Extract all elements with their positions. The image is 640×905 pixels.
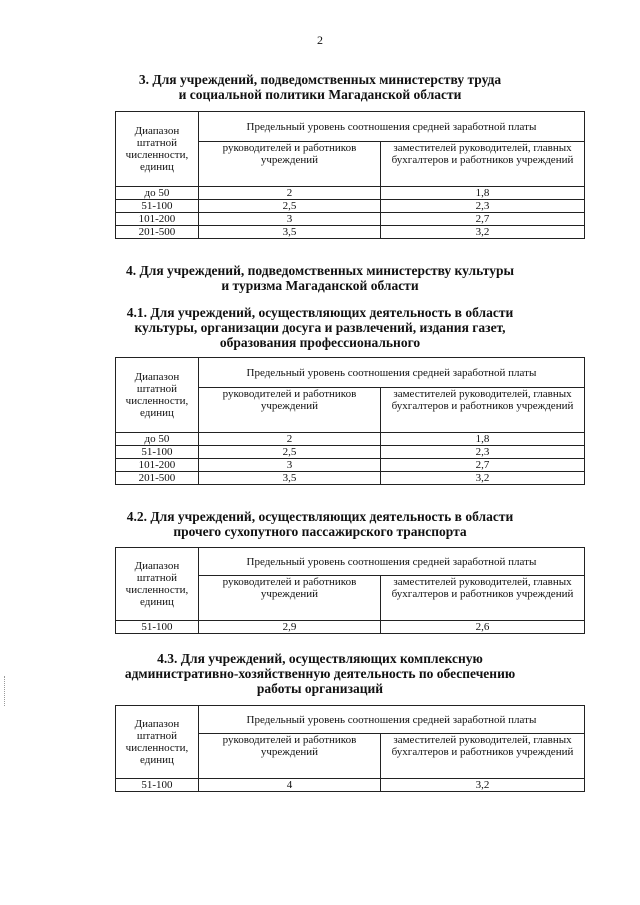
deputies-ratio-cell: 3,2: [381, 779, 585, 792]
deputies-ratio-cell: 2,3: [381, 200, 585, 213]
heads-ratio-cell: 4: [198, 779, 380, 792]
table-row: [116, 446, 585, 459]
heading-line: административно-хозяйственную деятельность по обеспечению: [124, 666, 516, 681]
deputies-column-header: заместителей руководителей, главных бухгалтеров и работников учреждений: [381, 576, 585, 621]
heading-line: и социальной политики Магаданской области: [178, 87, 462, 102]
range-cell: 51-100: [116, 200, 199, 213]
deputies-ratio-cell: 2,7: [381, 213, 585, 226]
salary-ratio-table-4: [115, 705, 585, 792]
range-cell: до 50: [116, 433, 199, 446]
range-cell: 101-200: [116, 213, 199, 226]
range-cell: до 50: [116, 187, 199, 200]
heads-ratio-cell: 3,5: [198, 472, 380, 485]
deputies-column-header: заместителей руководителей, главных бухгалтеров и работников учреждений: [381, 142, 585, 187]
ratio-header: Предельный уровень соотношения средней заработной платы: [198, 112, 584, 142]
heads-column-header: руководителей и работников учреждений: [198, 142, 380, 187]
deputies-ratio-cell: 2,6: [381, 621, 585, 634]
heading-line: прочего сухопутного пассажирского транспорта: [173, 524, 467, 539]
heading-line: 4.1. Для учреждений, осуществляющих деятельность в области: [126, 305, 514, 320]
scan-margin-mark: [4, 676, 11, 706]
range-cell: 51-100: [116, 446, 199, 459]
range-cell: 51-100: [116, 621, 199, 634]
heading-line: 4.2. Для учреждений, осуществляющих деятельность в области: [126, 509, 514, 524]
range-cell: 201-500: [116, 226, 199, 239]
table-row: [116, 621, 585, 634]
heads-column-header: руководителей и работников учреждений: [198, 576, 380, 621]
heading-line: культуры, организации досуга и развлечений, издания газет,: [134, 320, 506, 335]
range-header: Диапазон штатной численности, единиц: [116, 112, 199, 187]
ratio-header: Предельный уровень соотношения средней заработной платы: [198, 548, 584, 576]
heading-line: работы организаций: [256, 681, 384, 696]
heading-line: 4. Для учреждений, подведомственных министерству культуры: [126, 263, 514, 278]
heads-ratio-cell: 3,5: [198, 226, 380, 239]
deputies-column-header: заместителей руководителей, главных бухгалтеров и работников учреждений: [381, 734, 585, 779]
heads-ratio-cell: 3: [198, 459, 380, 472]
table-row: [116, 433, 585, 446]
range-cell: 101-200: [116, 459, 199, 472]
page-number: 2: [317, 33, 323, 47]
ratio-header: Предельный уровень соотношения средней заработной платы: [198, 358, 584, 388]
heading-line: образования профессионального: [219, 335, 421, 350]
range-header: Диапазон штатной численности, единиц: [116, 358, 199, 433]
range-cell: 201-500: [116, 472, 199, 485]
deputies-column-header: заместителей руководителей, главных бухгалтеров и работников учреждений: [381, 388, 585, 433]
table-row: [116, 472, 585, 485]
section-heading-4: [90, 263, 550, 293]
heads-ratio-cell: 2: [198, 187, 380, 200]
heads-column-header: руководителей и работников учреждений: [198, 388, 380, 433]
section-heading-4-1: [90, 305, 550, 350]
section-heading-4-2: [90, 509, 550, 539]
table-row: [116, 459, 585, 472]
section-heading-3: [90, 72, 550, 102]
heads-ratio-cell: 2: [198, 433, 380, 446]
heads-ratio-cell: 2,5: [198, 200, 380, 213]
range-cell: 51-100: [116, 779, 199, 792]
deputies-ratio-cell: 1,8: [381, 187, 585, 200]
deputies-ratio-cell: 2,7: [381, 459, 585, 472]
deputies-ratio-cell: 3,2: [381, 472, 585, 485]
heads-ratio-cell: 2,9: [198, 621, 380, 634]
section-heading-4-3: [90, 651, 550, 696]
table-row: [116, 213, 585, 226]
table-row: [116, 187, 585, 200]
salary-ratio-table-2: [115, 357, 585, 485]
heads-ratio-cell: 2,5: [198, 446, 380, 459]
range-header: Диапазон штатной численности, единиц: [116, 548, 199, 621]
ratio-header: Предельный уровень соотношения средней заработной платы: [198, 706, 584, 734]
deputies-ratio-cell: 1,8: [381, 433, 585, 446]
table-row: [116, 779, 585, 792]
salary-ratio-table-3: [115, 547, 585, 634]
table-row: [116, 200, 585, 213]
heading-line: 4.3. Для учреждений, осуществляющих комплексную: [157, 651, 483, 666]
table-row: [116, 226, 585, 239]
deputies-ratio-cell: 3,2: [381, 226, 585, 239]
heading-line: и туризма Магаданской области: [221, 278, 419, 293]
salary-ratio-table-1: [115, 111, 585, 239]
range-header: Диапазон штатной численности, единиц: [116, 706, 199, 779]
deputies-ratio-cell: 2,3: [381, 446, 585, 459]
heading-line: 3. Для учреждений, подведомственных министерству труда: [138, 72, 502, 87]
heads-ratio-cell: 3: [198, 213, 380, 226]
heads-column-header: руководителей и работников учреждений: [198, 734, 380, 779]
